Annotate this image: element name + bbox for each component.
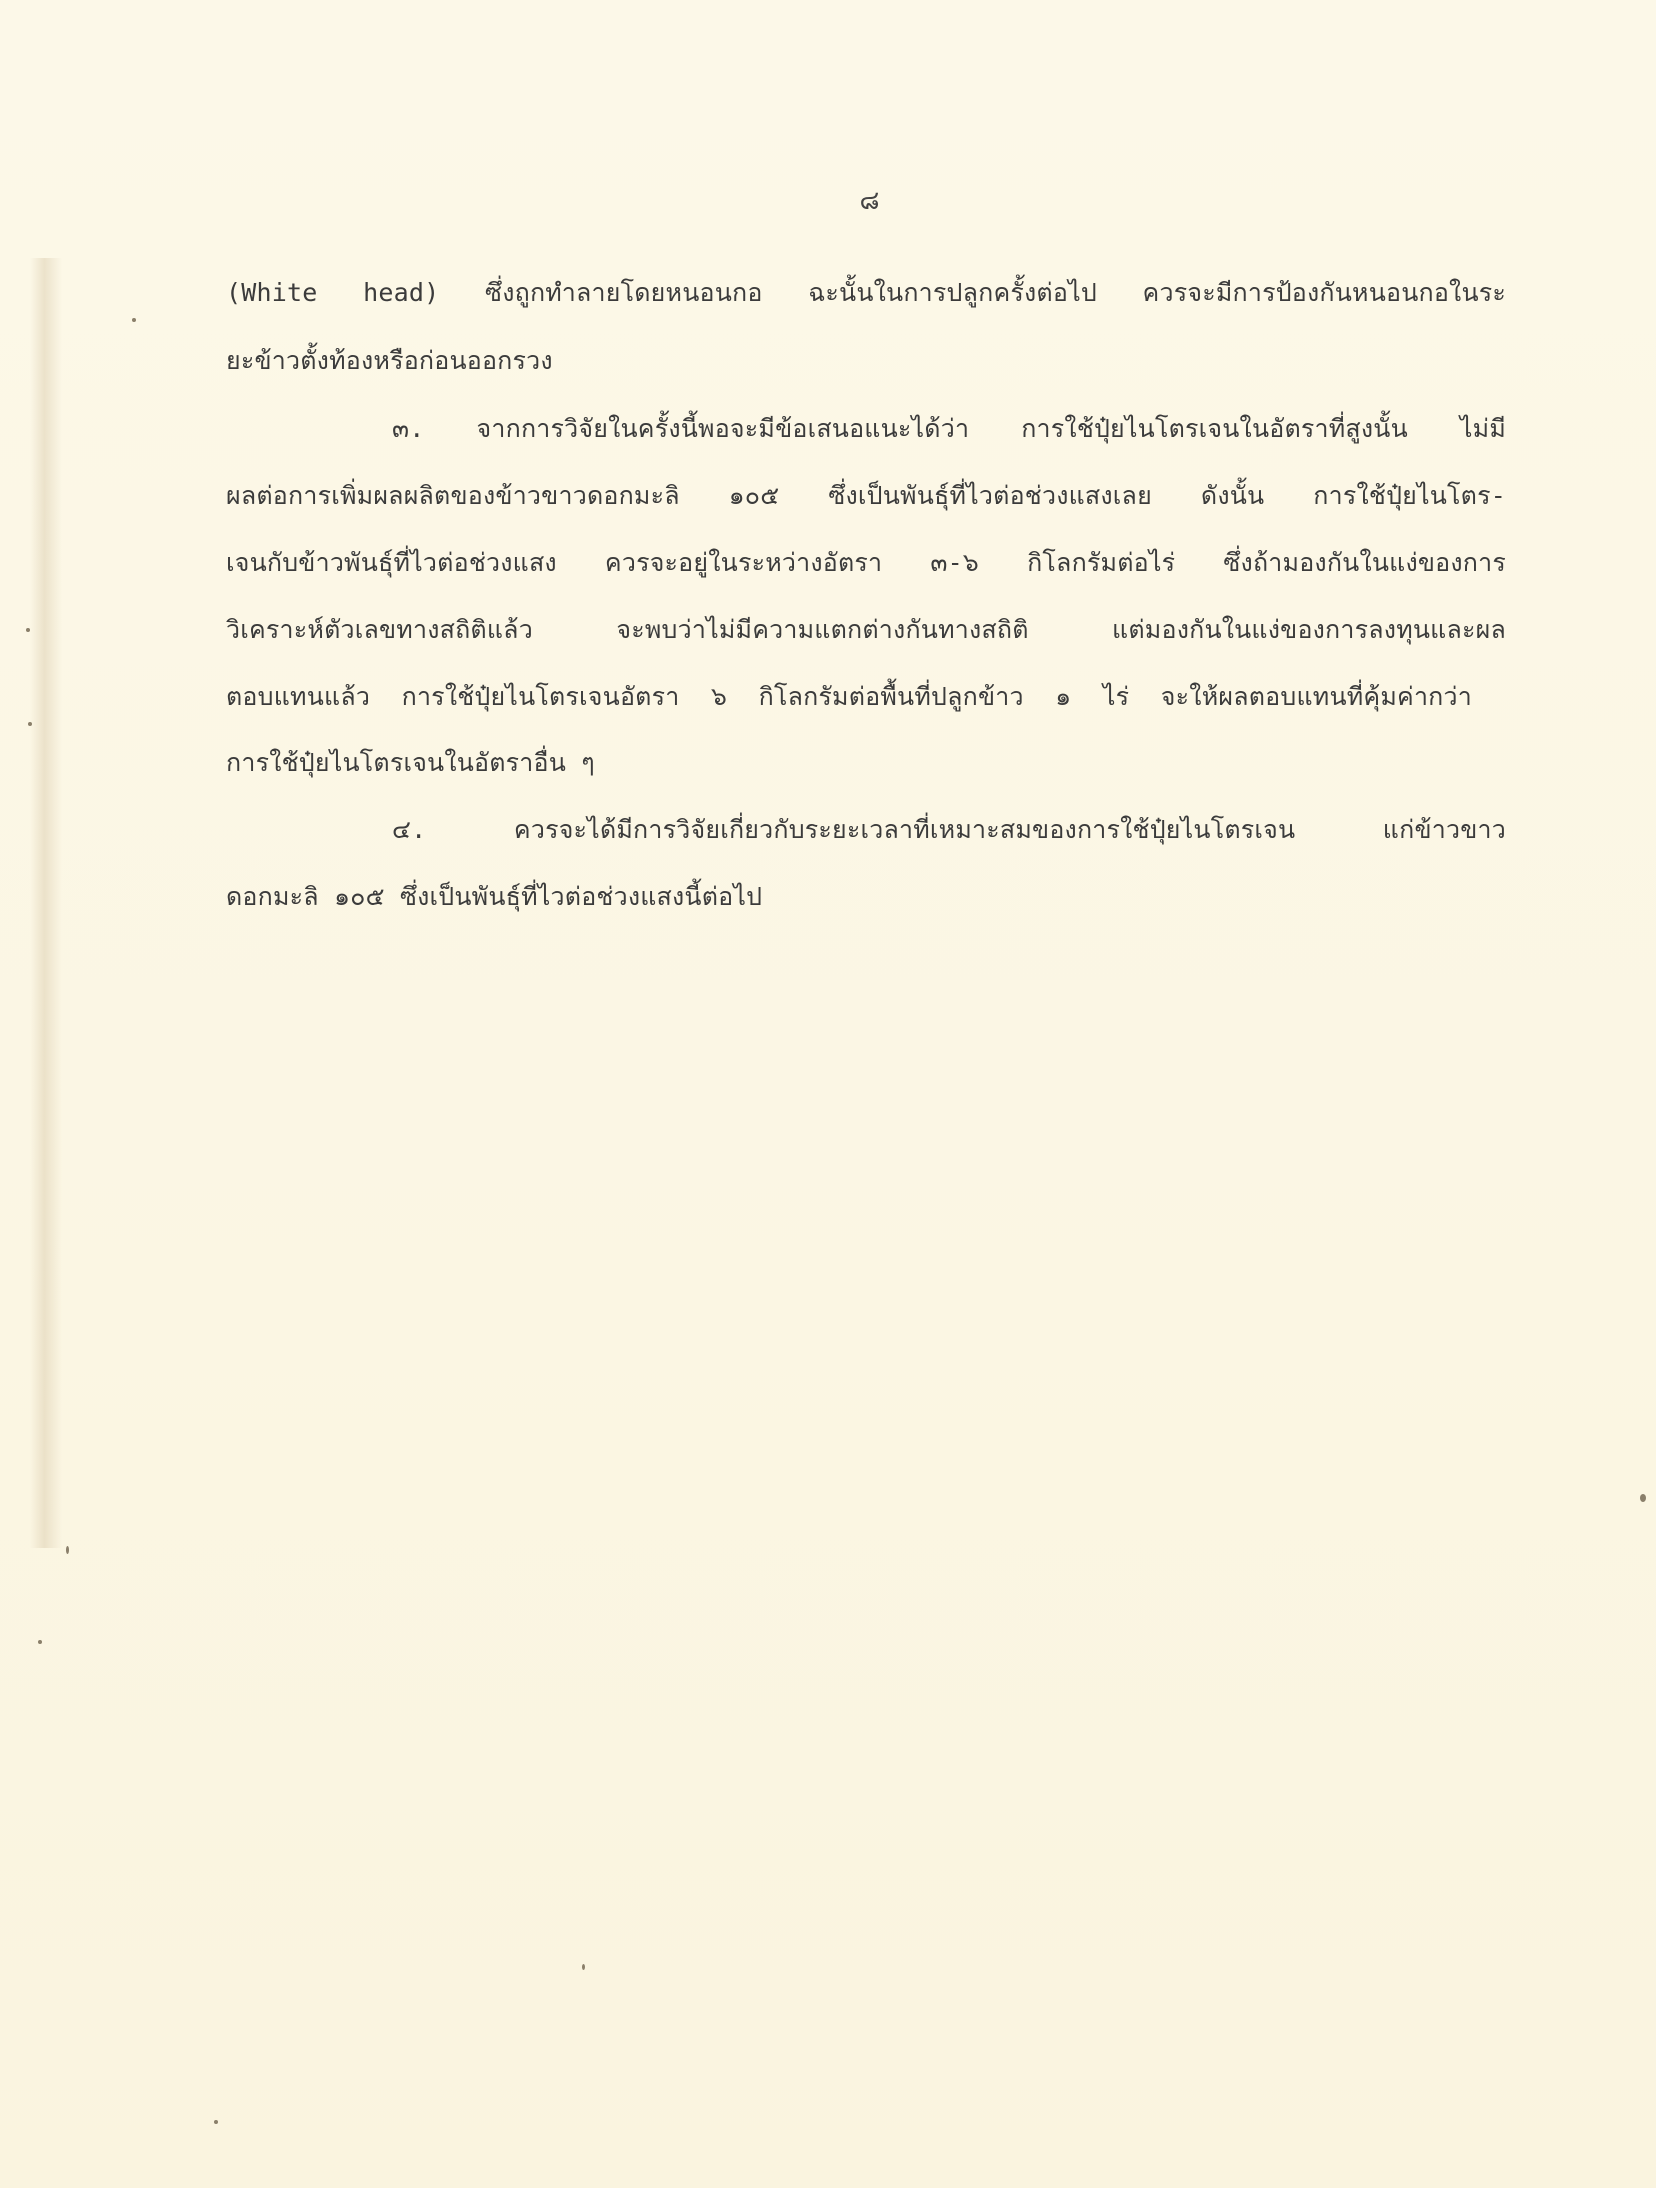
paper-speck — [214, 2120, 218, 2124]
paper-speck — [1640, 1494, 1646, 1502]
paragraph-line: ผลต่อการเพิ่มผลผลิตของข้าวขาวดอกมะลิ ๑๐๕ ซึ่งเป็นพันธุ์ที่ไวต่อช่วงแสงเลย ดังนั้น การใช้ปุ๋ยไนโตร- — [226, 481, 1506, 510]
paragraph-line: ๓. จากการวิจัยในครั้งนี้พอจะมีข้อเสนอแนะได้ว่า การใช้ปุ๋ยไนโตรเจนในอัตราที่สูงนั้น ไม่มี — [392, 414, 1506, 443]
paragraph-line: ยะข้าวตั้งท้องหรือก่อนออกรวง — [226, 346, 553, 375]
paragraph-line: ๔. ควรจะได้มีการวิจัยเกี่ยวกับระยะเวลาที่เหมาะสมของการใช้ปุ๋ยไนโตรเจน แก่ข้าวขาว — [392, 815, 1506, 844]
paper-speck — [38, 1640, 42, 1644]
paragraph-line: (White head) ซึ่งถูกทำลายโดยหนอนกอ ฉะนั้นในการปลูกครั้งต่อไป ควรจะมีการป้องกันหนอนกอในระ — [226, 278, 1506, 307]
paper-speck — [582, 1964, 585, 1970]
page-number: ๘ — [859, 186, 881, 216]
paper-speck — [132, 318, 136, 322]
paper-speck — [28, 722, 32, 726]
paragraph-line: เจนกับข้าวพันธุ์ที่ไวต่อช่วงแสง ควรจะอยู่ในระหว่างอัตรา ๓-๖ กิโลกรัมต่อไร่ ซึ่งถ้ามองกันในแง่ของการ — [226, 548, 1506, 577]
paragraph-line: การใช้ปุ๋ยไนโตรเจนในอัตราอื่น ๆ — [226, 748, 595, 777]
paragraph-line: ตอบแทนแล้ว การใช้ปุ๋ยไนโตรเจนอัตรา ๖ กิโลกรัมต่อพื้นที่ปลูกข้าว ๑ ไร่ จะให้ผลตอบแทนที่คุ้มค่ากว่า — [226, 682, 1472, 711]
paper-speck — [26, 628, 30, 632]
paragraph-line: ดอกมะลิ ๑๐๕ ซึ่งเป็นพันธุ์ที่ไวต่อช่วงแสงนี้ต่อไป — [226, 882, 763, 911]
binding-shadow — [30, 258, 62, 1548]
paragraph-line: วิเคราะห์ตัวเลขทางสถิติแล้ว จะพบว่าไม่มีความแตกต่างกันทางสถิติ แต่มองกันในแง่ของการลงทุนและผล — [226, 615, 1506, 644]
paper-speck — [66, 1546, 69, 1554]
